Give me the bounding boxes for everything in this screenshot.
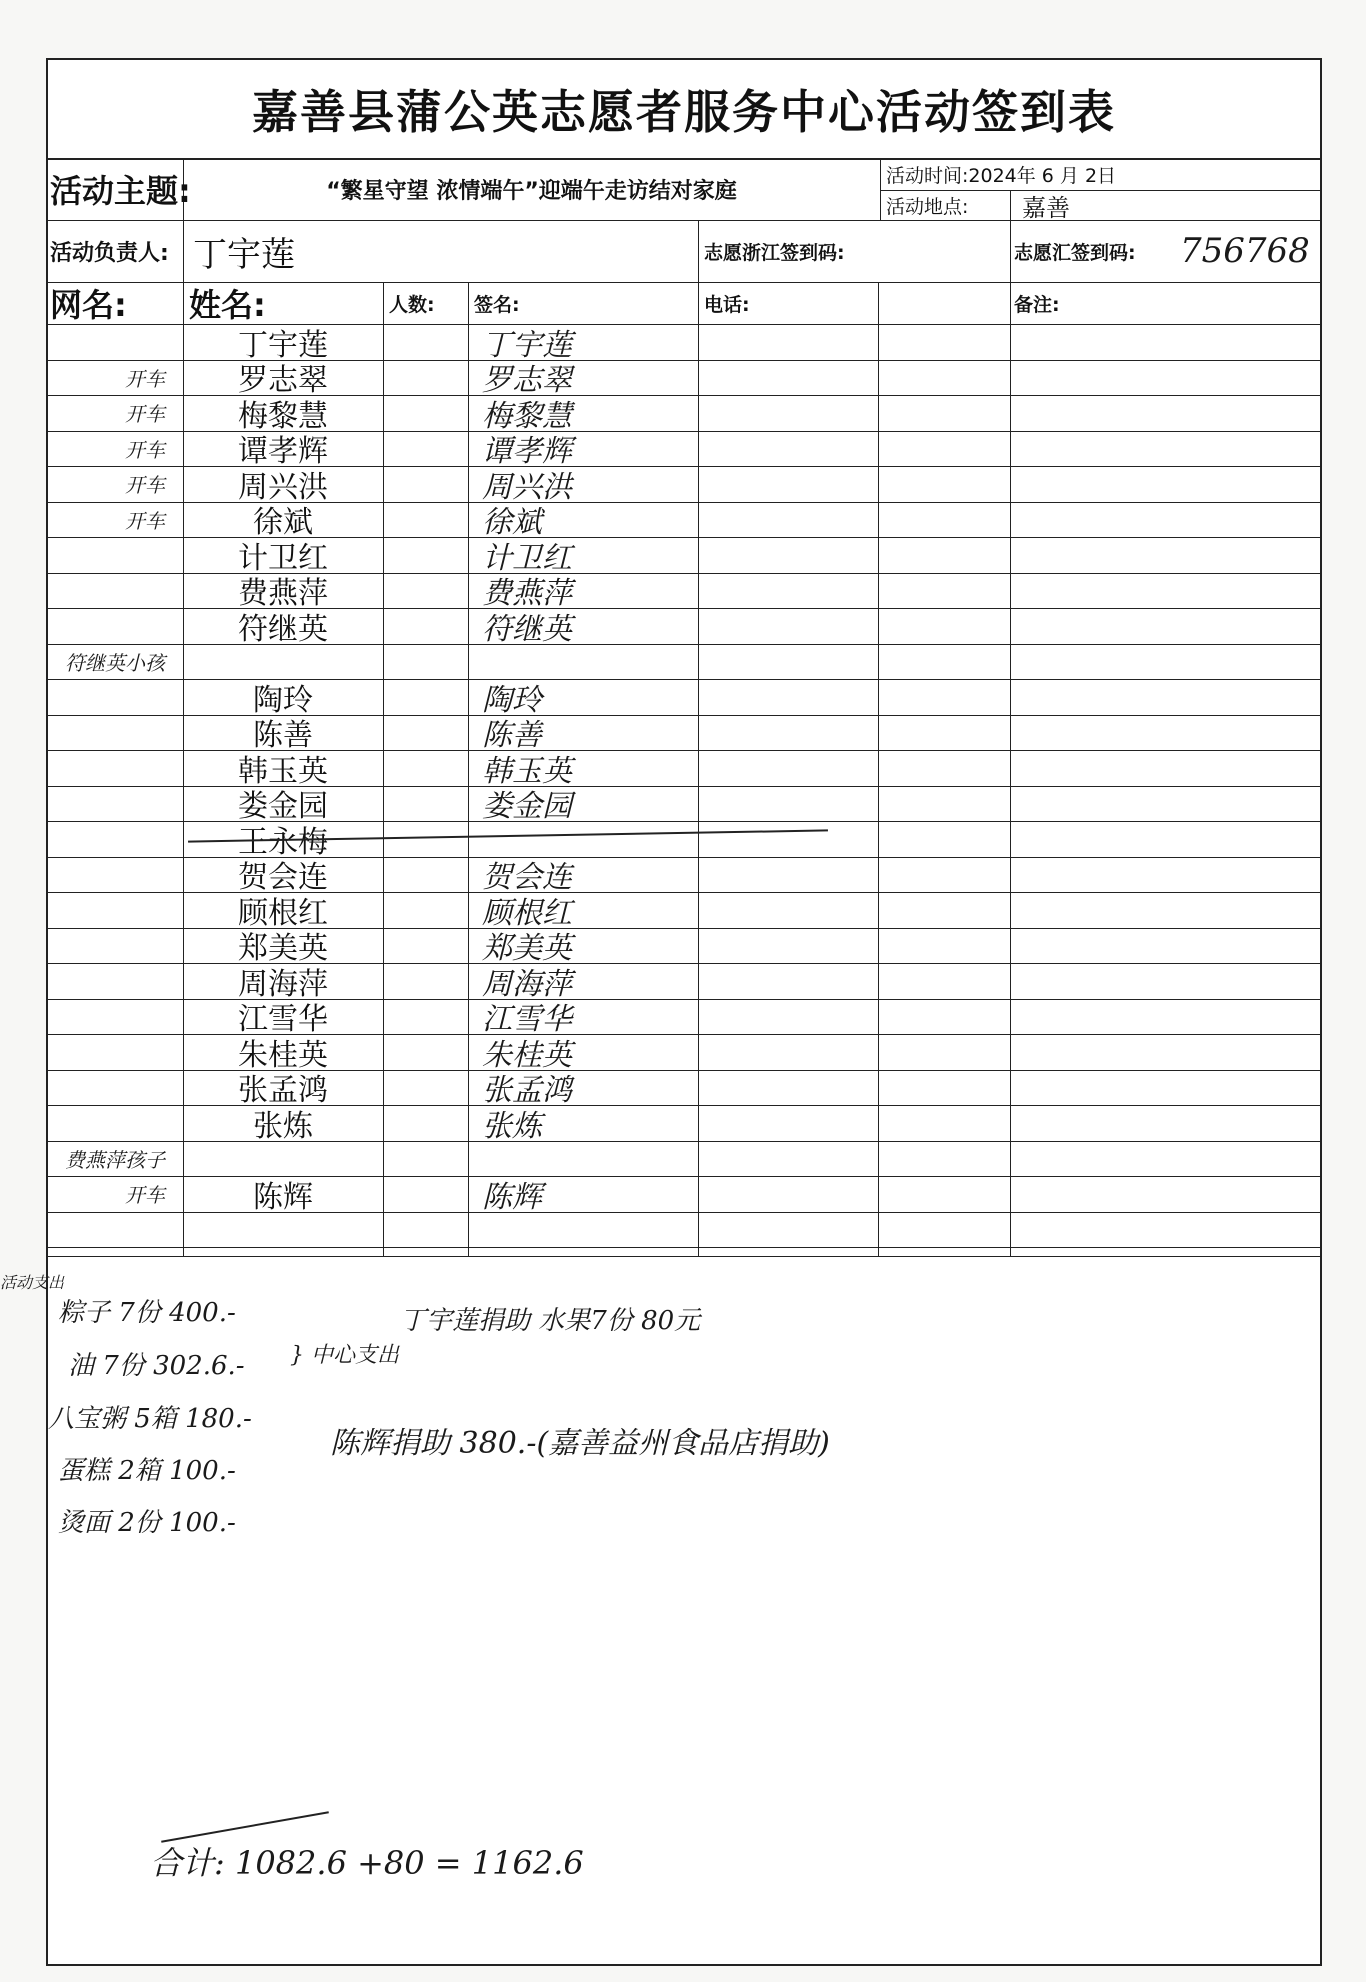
row-signature: 顾根红 xyxy=(482,895,572,931)
row-signature: 贺会连 xyxy=(482,860,572,896)
row-signature: 娄金园 xyxy=(482,789,572,825)
col-divider xyxy=(878,282,879,1256)
row-net-name xyxy=(48,892,183,928)
row-net-name xyxy=(48,963,183,999)
row-net-name xyxy=(48,1070,183,1106)
col-divider xyxy=(1010,190,1011,220)
row-net-name xyxy=(48,715,183,751)
total-line: 合计: 1082.6 +80 = 1162.6 xyxy=(150,1844,584,1882)
table-bottom-border xyxy=(48,1256,1320,1257)
row-person-name: 顾根红 xyxy=(238,895,328,931)
row-person-name: 张炼 xyxy=(253,1108,313,1144)
activity-time: 活动时间:2024年 6 月 2日 xyxy=(886,164,1117,187)
row-signature: 朱桂英 xyxy=(482,1037,572,1073)
sheet-title: 嘉善县蒲公英志愿者服务中心活动签到表 xyxy=(48,60,1320,160)
col-name-header: 姓名: xyxy=(189,286,266,324)
leader-label: 活动负责人: xyxy=(50,240,169,266)
col-divider xyxy=(698,220,699,1256)
expense-item: 蛋糕 2箱 100.- xyxy=(58,1456,236,1486)
row-signature: 陈善 xyxy=(482,718,542,754)
row-signature xyxy=(468,821,698,857)
zyh-code-label: 志愿汇签到码: xyxy=(1014,241,1136,264)
row-signature xyxy=(468,1141,698,1177)
row-signature: 江雪华 xyxy=(482,1002,572,1038)
row-person-name: 谭孝辉 xyxy=(238,434,328,470)
row-person-name: 计卫红 xyxy=(238,540,328,576)
row-signature: 韩玉英 xyxy=(482,753,572,789)
row-net-name xyxy=(48,999,183,1035)
sign-in-sheet xyxy=(46,58,1322,1966)
row-signature: 罗志翠 xyxy=(482,363,572,399)
row-net-name: 开车 xyxy=(125,402,165,427)
leader-value: 丁宇莲 xyxy=(193,234,295,275)
row-signature xyxy=(468,644,698,680)
row-person-name: 贺会连 xyxy=(238,860,328,896)
row-net-name xyxy=(48,857,183,893)
expense-item: 油 7份 302.6.- xyxy=(68,1351,245,1381)
row-person-name: 陈善 xyxy=(253,718,313,754)
col-count-header: 人数: xyxy=(389,293,435,316)
row-net-name xyxy=(48,750,183,786)
row-net-name xyxy=(48,324,183,360)
row-net-name: 开车 xyxy=(125,1183,165,1208)
row-person-name: 韩玉英 xyxy=(238,753,328,789)
row-signature xyxy=(468,1212,698,1248)
row-net-name xyxy=(48,1212,183,1248)
row-net-name xyxy=(48,1034,183,1070)
row-person-name: 周海萍 xyxy=(238,966,328,1002)
row-person-name: 张孟鸿 xyxy=(238,1073,328,1109)
row-person-name: 罗志翠 xyxy=(238,363,328,399)
donation-note-1: 丁宇莲捐助 水果7份 80元 xyxy=(400,1306,701,1336)
row-signature: 徐斌 xyxy=(482,505,542,541)
place-label: 活动地点: xyxy=(886,195,969,218)
row-net-name xyxy=(48,679,183,715)
row-signature: 张孟鸿 xyxy=(482,1073,572,1109)
row-signature: 谭孝辉 xyxy=(482,434,572,470)
col-phone-header: 电话: xyxy=(704,293,750,316)
expense-item: 粽子 7份 400.- xyxy=(58,1298,236,1328)
row-person-name: 梅黎慧 xyxy=(238,398,328,434)
col-divider xyxy=(1010,220,1011,1256)
expense-item: 烫面 2份 100.- xyxy=(58,1508,236,1538)
row-person-name: 丁宇莲 xyxy=(238,327,328,363)
place-value: 嘉善 xyxy=(1022,193,1070,222)
row-person-name: 陈辉 xyxy=(253,1179,313,1215)
row-net-name xyxy=(48,537,183,573)
row-signature: 周海萍 xyxy=(482,966,572,1002)
row-person-name: 郑美英 xyxy=(238,931,328,967)
row-signature: 计卫红 xyxy=(482,540,572,576)
row-net-name: 开车 xyxy=(125,366,165,391)
row-person-name: 娄金园 xyxy=(238,789,328,825)
row-signature: 费燕萍 xyxy=(482,576,572,612)
theme-label: 活动主题: xyxy=(50,172,191,210)
row-person-name: 陶玲 xyxy=(253,682,313,718)
row-net-name: 符继英小孩 xyxy=(65,650,165,675)
row-net-name xyxy=(48,608,183,644)
row-net-name: 开车 xyxy=(125,473,165,498)
row-person-name: 费燕萍 xyxy=(238,576,328,612)
donation-note-2: 陈辉捐助 380.-(嘉善益州食品店捐助) xyxy=(330,1426,830,1461)
row-person-name xyxy=(183,1212,383,1248)
row-net-name: 费燕萍孩子 xyxy=(65,1147,165,1172)
row-signature: 张炼 xyxy=(482,1108,542,1144)
row-signature: 陶玲 xyxy=(482,682,542,718)
notes-heading: 活动支出 xyxy=(0,1273,65,1292)
row-net-name: 开车 xyxy=(125,508,165,533)
row-person-name: 朱桂英 xyxy=(238,1037,328,1073)
row-signature: 周兴洪 xyxy=(482,469,572,505)
zhejiang-code-label: 志愿浙江签到码: xyxy=(704,241,845,264)
row-signature: 陈辉 xyxy=(482,1179,542,1215)
expense-item: 八宝粥 5箱 180.- xyxy=(48,1404,252,1434)
theme-value: “繁星守望 浓情端午”迎端午走访结对家庭 xyxy=(326,178,737,204)
row-person-name xyxy=(183,644,383,680)
row-person-name: 江雪华 xyxy=(238,1002,328,1038)
row-divider xyxy=(48,1247,1320,1248)
row-net-name xyxy=(48,928,183,964)
row-signature: 符继英 xyxy=(482,611,572,647)
row-net-name xyxy=(48,1105,183,1141)
row-signature: 梅黎慧 xyxy=(482,398,572,434)
zyh-code-value: 756768 xyxy=(1180,231,1310,271)
row-person-name: 符继英 xyxy=(238,611,328,647)
center-expense-note: } 中心支出 xyxy=(290,1343,399,1368)
col-note-header: 备注: xyxy=(1014,293,1060,316)
col-sign-header: 签名: xyxy=(474,293,520,316)
row-net-name xyxy=(48,786,183,822)
col-divider xyxy=(880,158,881,220)
row-person-name: 王永梅 xyxy=(238,824,328,860)
row-net-name xyxy=(48,573,183,609)
row-net-name xyxy=(48,821,183,857)
row-person-name: 周兴洪 xyxy=(238,469,328,505)
row-signature: 丁宇莲 xyxy=(482,327,572,363)
col-divider xyxy=(383,282,384,1256)
col-net-header: 网名: xyxy=(50,286,127,324)
row-person-name xyxy=(183,1141,383,1177)
row-net-name: 开车 xyxy=(125,437,165,462)
row-person-name: 徐斌 xyxy=(253,505,313,541)
row-signature: 郑美英 xyxy=(482,931,572,967)
